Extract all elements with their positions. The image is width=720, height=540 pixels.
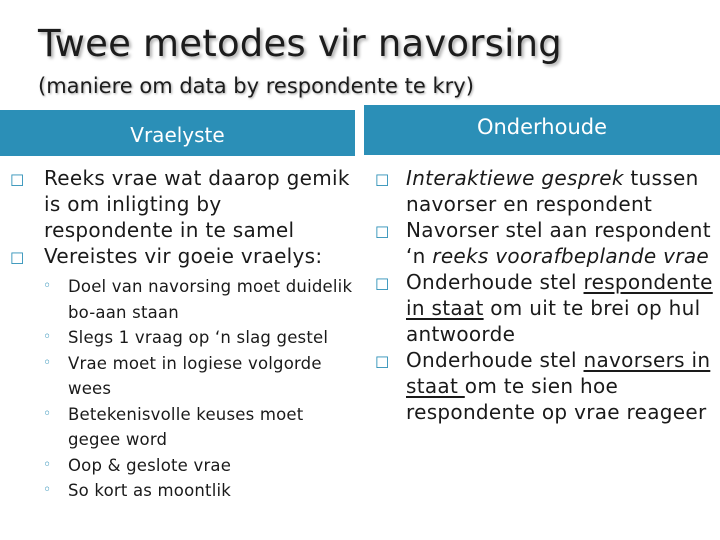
sub-bullet-list <box>10 274 355 504</box>
box-bullet-icon: ☐ <box>375 223 390 242</box>
sub-bullet-text: Oop & geslote vrae <box>68 455 232 475</box>
left-column-header-label: Vraelyste <box>130 123 225 147</box>
slide-title: Twee metodes vir navorsing <box>38 22 562 65</box>
left-column-header <box>0 110 355 156</box>
bullet-text: Onderhoude stel <box>406 270 584 294</box>
underlined-text: navorsers in staat <box>406 348 711 398</box>
bullet-text: tussen navorser en respondent <box>406 166 699 216</box>
bullet-text: om te sien hoe respondente op vrae reageer <box>406 374 707 424</box>
box-bullet-icon: ☐ <box>375 171 390 190</box>
sub-bullet-text: Doel van navorsing moet duidelik bo-aan staan <box>68 277 353 322</box>
bullet-text: Vereistes vir goeie vraelys: <box>44 244 323 268</box>
slide-subtitle: (maniere om data by respondente te kry) <box>38 74 474 98</box>
ring-bullet-icon: ◦ <box>43 482 52 498</box>
box-bullet-icon: ☐ <box>10 171 25 190</box>
bullet-text: Reeks vrae wat daarop gemik is om inligting by respondente in te samel <box>44 166 350 242</box>
ring-bullet-icon: ◦ <box>43 278 52 294</box>
bullet-item <box>375 165 715 217</box>
box-bullet-icon: ☐ <box>375 353 390 372</box>
bullet-item <box>375 347 715 425</box>
ring-bullet-icon: ◦ <box>43 329 52 345</box>
emphasis-text: Interaktiewe gesprek <box>406 166 624 190</box>
right-column <box>375 165 715 425</box>
sub-bullet-item <box>43 402 355 453</box>
bullet-item <box>375 217 715 269</box>
bullet-item <box>375 269 715 347</box>
left-column <box>10 165 355 504</box>
sub-bullet-item <box>43 351 355 402</box>
sub-bullet-text: So kort as moontlik <box>68 481 232 500</box>
ring-bullet-icon: ◦ <box>43 456 52 473</box>
bullet-item <box>10 243 355 269</box>
ring-bullet-icon: ◦ <box>43 405 52 422</box>
sub-bullet-text: Vrae moet in logiese volgorde wees <box>68 353 322 398</box>
sub-bullet-text: Slegs 1 vraag op ‘n slag gestel <box>68 328 329 347</box>
emphasis-text: reeks voorafbeplande vrae <box>432 244 709 268</box>
sub-bullet-item <box>43 478 355 504</box>
ring-bullet-icon: ◦ <box>43 354 52 371</box>
bullet-text: om uit te brei op hul antwoorde <box>406 296 701 346</box>
right-column-header <box>364 105 720 155</box>
sub-bullet-item <box>43 274 355 325</box>
box-bullet-icon: ☐ <box>10 249 25 268</box>
underlined-text: respondente in staat <box>406 270 713 320</box>
bullet-text: Navorser stel aan respondent ‘n <box>406 218 711 268</box>
sub-bullet-item <box>43 453 355 479</box>
bullet-item <box>10 165 355 243</box>
right-column-header-label: Onderhoude <box>476 115 608 139</box>
sub-bullet-text: Betekenisvolle keuses moet gegee word <box>68 404 304 449</box>
box-bullet-icon: ☐ <box>375 275 390 294</box>
sub-bullet-item <box>43 325 355 351</box>
bullet-text: Onderhoude stel <box>406 348 584 372</box>
